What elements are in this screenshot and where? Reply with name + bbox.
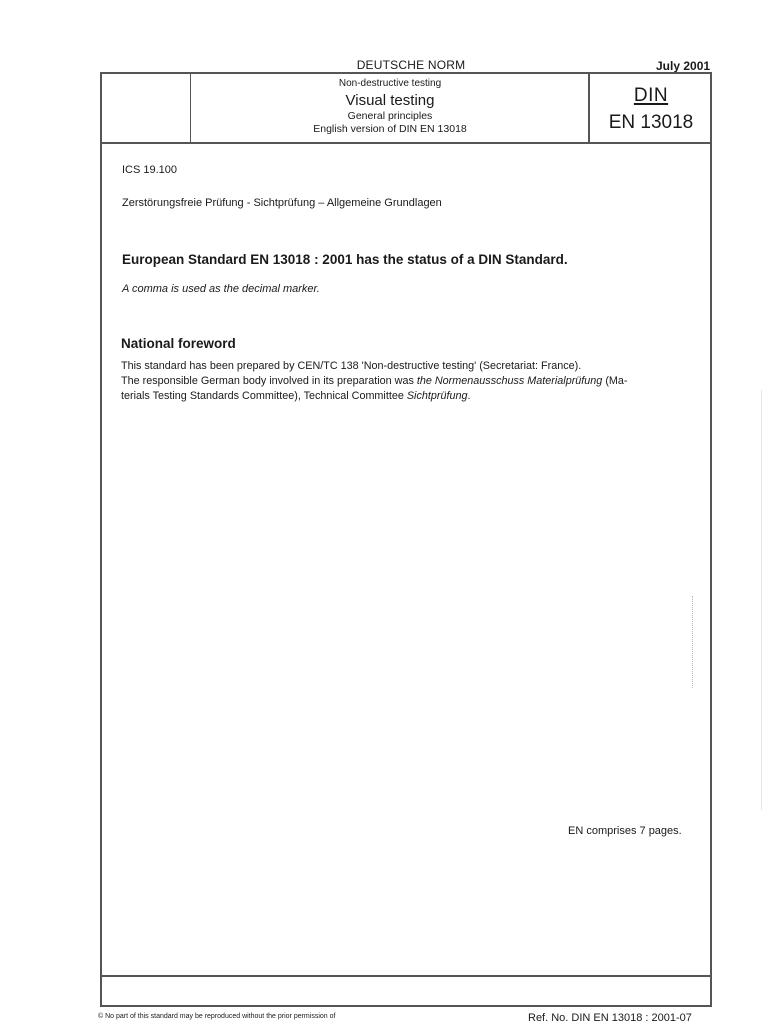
version-note: English version of DIN EN 13018 [313, 123, 467, 135]
german-title: Zerstörungsfreie Prüfung - Sichtprüfung – Allgemeine Grundlagen [122, 197, 442, 209]
header-divider-left [190, 74, 191, 142]
foreword-line [121, 389, 703, 404]
din-logo: DIN [633, 85, 669, 106]
foreword-line [121, 374, 703, 389]
foreword-text: (Ma- [602, 375, 628, 387]
scan-mark [692, 596, 694, 688]
pages-note: EN comprises 7 pages. [568, 825, 682, 837]
decimal-note: A comma is used as the decimal marker. [122, 283, 320, 295]
page-frame [100, 72, 712, 1007]
title-block [192, 78, 588, 136]
din-block [590, 86, 712, 134]
reference-number: Ref. No. DIN EN 13018 : 2001-07 [528, 1012, 692, 1024]
foreword-text: The responsible German body involved in its preparation was [121, 375, 417, 387]
footer-divider [100, 975, 712, 977]
publication-date: July 2001 [656, 59, 711, 73]
document-subtitle: General principles [347, 110, 433, 122]
ics-code: ICS 19.100 [122, 164, 178, 176]
foreword-text: terials Testing Standards Committee), Technical Committee [121, 390, 407, 402]
scan-edge [761, 390, 762, 810]
document-title: Visual testing [345, 92, 435, 109]
foreword-heading: National foreword [121, 336, 236, 351]
subject: Non-destructive testing [338, 78, 442, 89]
status-statement: European Standard EN 13018 : 2001 has the status of a DIN Standard. [122, 252, 568, 267]
foreword-italic-text: Sichtprüfung [406, 390, 468, 402]
standard-number: EN 13018 [608, 112, 694, 133]
copyright-note: © No part of this standard may be reproduced without the prior permission of [98, 1013, 336, 1020]
foreword-italic-text: the Normenausschuss Materialprüfung [416, 375, 603, 387]
document-type: DEUTSCHE NORM [356, 58, 466, 72]
foreword-line: This standard has been prepared by CEN/TC 138 'Non-destructive testing' (Secretariat: France). [121, 360, 582, 372]
foreword-body [121, 359, 703, 404]
foreword-text: . [467, 390, 471, 402]
